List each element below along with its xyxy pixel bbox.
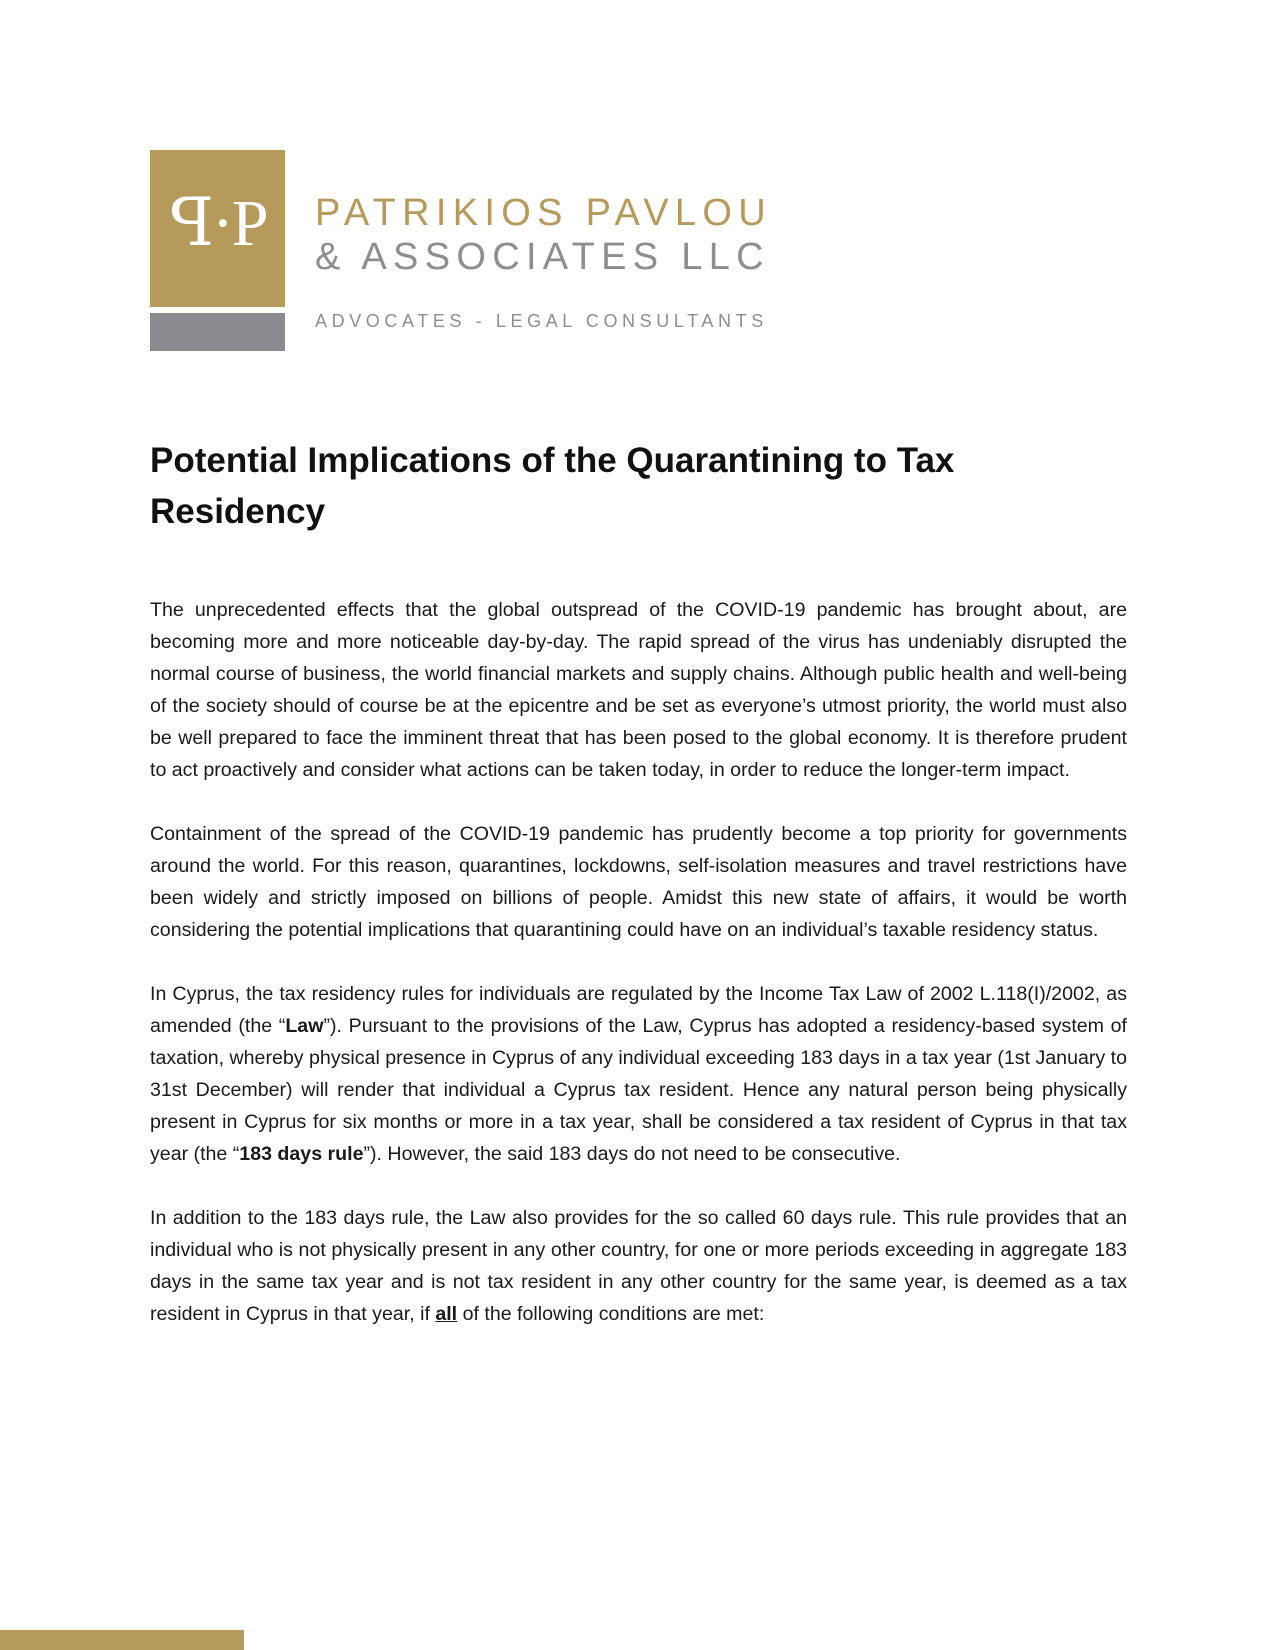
paragraph-3-text: In Cyprus, the tax residency rules for individuals are regulated by the Income Tax Law of 2002 L.118(I)/2002, as amended (the “ <box>150 983 1127 1037</box>
firm-name-line2: & ASSOCIATES LLC <box>315 236 770 278</box>
paragraph-4-text: In addition to the 183 days rule, the Law also provides for the so called 60 days rule. This rule provides that an individual who is not physically present in any other country, for one or more periods exceeding in aggregate 183 days in the same tax year and is not tax resident in any other country for the same year, is deemed as a tax resident in Cyprus in that year, if <box>150 1207 1127 1325</box>
paragraph-1: The unprecedented effects that the global outspread of the COVID-19 pandemic has brought about, are becoming more and more noticeable day-by-day. The rapid spread of the virus has undeniably disrupted the normal course of business, the world financial markets and supply chains. Although public health and well-being of the society should of course be at the epicentre and be set as everyone’s utmost priority, the world must also be well prepared to face the imminent threat that has been posed to the global economy. It is therefore prudent to act proactively and consider what actions can be taken today, in order to reduce the longer-term impact. <box>150 599 1127 781</box>
firm-tagline: ADVOCATES - LEGAL CONSULTANTS <box>315 311 768 331</box>
document-title: Potential Implications of the Quarantining to Tax Residency <box>150 441 955 531</box>
paragraph-3-text: ”). Pursuant to the provisions of the Law, Cyprus has adopted a residency-based system of taxation, whereby physical presence in Cyprus of any individual exceeding 183 days in a tax year (1st January to 31st December) will render that individual a Cyprus tax resident. Hence any natural person being physically present in Cyprus for six months or more in a tax year, shall be considered a tax resident of Cyprus in that tax year (the “ <box>150 1015 1127 1165</box>
logo-grey-block <box>150 313 285 351</box>
paragraph-3-text: ”). However, the said 183 days do not need to be consecutive. <box>363 1143 901 1165</box>
paragraph-4-text: of the following conditions are met: <box>457 1303 765 1325</box>
firm-name-line1: PATRIKIOS PAVLOU <box>315 192 772 234</box>
term-law: Law <box>285 1015 324 1037</box>
footer-accent-bar <box>0 1630 244 1650</box>
logo-monogram: ꟼ·P <box>169 187 267 260</box>
term-183-days-rule: 183 days rule <box>239 1143 364 1165</box>
paragraph-2: Containment of the spread of the COVID-19 pandemic has prudently become a top priority for governments around the world. For this reason, quarantines, lockdowns, self-isolation measures and travel restrictions have been widely and strictly imposed on billions of people. Amidst this new state of affairs, it would be worth considering the potential implications that quarantining could have on an individual’s taxable residency status. <box>150 823 1127 941</box>
emphasis-all: all <box>435 1303 458 1325</box>
paragraph-3 <box>150 978 1127 1170</box>
document-body <box>150 594 1127 1362</box>
paragraph-4 <box>150 1202 1127 1330</box>
